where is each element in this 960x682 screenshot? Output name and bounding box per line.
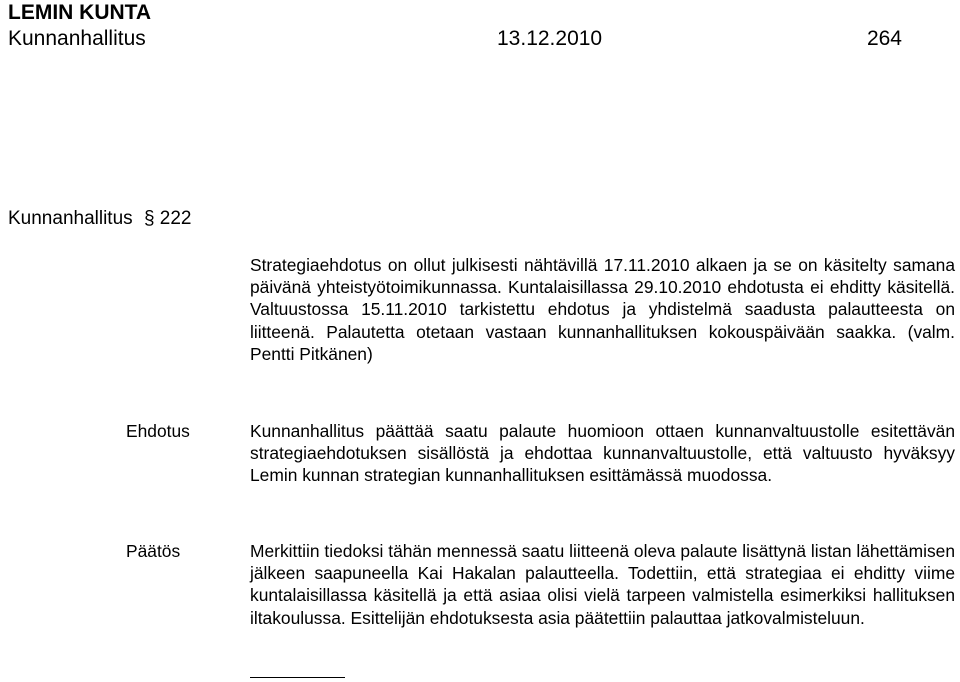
section-sign: § bbox=[143, 208, 155, 229]
closing-rule bbox=[250, 677, 345, 678]
decision-body: Kunnanhallitus bbox=[8, 27, 146, 50]
page-number: 264 bbox=[866, 27, 902, 50]
section-body: Kunnanhallitus bbox=[8, 208, 133, 229]
decision-label: Päätös bbox=[126, 541, 181, 561]
decision-paragraph: Merkittiin tiedoksi tähän mennessä saatu liitteenä oleva palaute lisättynä listan lähettämisen jälkeen saapuneella Kai Hakalan palautteella. Todettiin, että strategiaa ei ehditty viime kuntalaisillassa käsitellä ja että asiaa olisi vielä tarpeen valmistella esimerkiksi hallituksen iltakoulussa. Esittelijän ehdotuksesta asia päätettiin palauttaa jatkovalmisteluun. bbox=[250, 541, 955, 628]
meeting-date: 13.12.2010 bbox=[497, 27, 603, 50]
section-number: 222 bbox=[159, 208, 192, 229]
proposal-paragraph: Kunnanhallitus päättää saatu palaute huomioon ottaen kunnanvaltuustolle esitettävän strategiaehdotuksen sisällöstä ja ehdottaa kunnanvaltuustolle, että valtuusto hyväksyy Lemin kunnan strategian kunnanhallituksen esittämässä muodossa. bbox=[250, 421, 955, 486]
organization-name: LEMIN KUNTA bbox=[8, 1, 152, 24]
proposal-label: Ehdotus bbox=[126, 421, 190, 441]
intro-paragraph: Strategiaehdotus on ollut julkisesti nähtävillä 17.11.2010 alkaen ja se on käsitelty samana päivänä yhteistyötoimikunnassa. Kuntalaisillassa 29.10.2010 ehdotusta ei ehditty käsitellä. Valtuustossa 15.11.2010 tarkistettu ehdotus ja yhdistelmä saadusta palautteesta on liitteenä. Palautetta otetaan vastaan kunnanhallituksen kokouspäivään saakka. (valm. Pentti Pitkänen) bbox=[250, 255, 955, 364]
section-reference bbox=[8, 207, 192, 231]
